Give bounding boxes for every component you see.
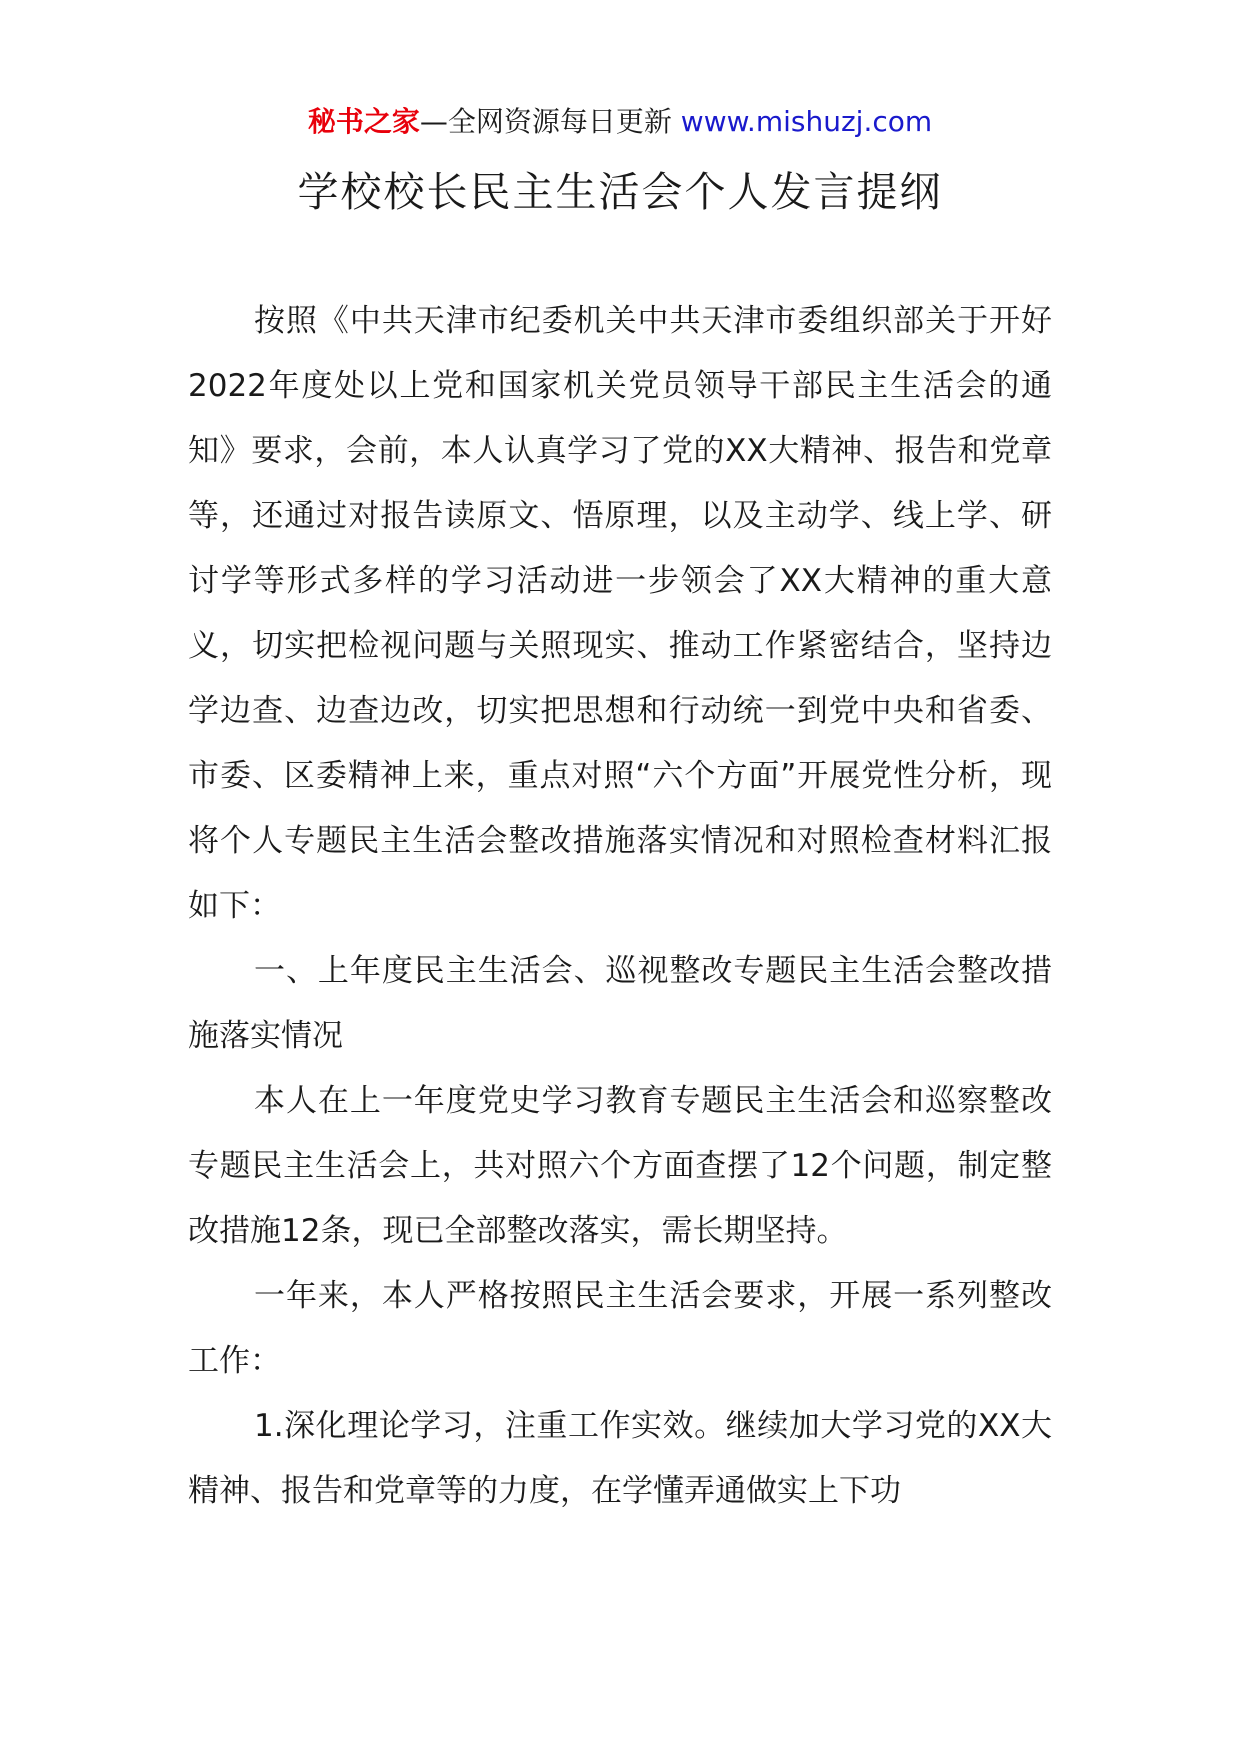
watermark-header (0, 102, 1240, 142)
header-tagline: —全网资源每日更新 (419, 105, 672, 138)
body-paragraph: 按照《中共天津市纪委机关中共天津市委组织部关于开好2022年度处以上党和国家机关党员领导干部民主生活会的通知》要求，会前，本人认真学习了党的XX大精神、报告和党章等，还通过对报告读原文、悟原理，以及主动学、线上学、研讨学等形式多样的学习活动进一步领会了XX大精神的重大意义，切实把检视问题与关照现实、推动工作紧密结合，坚持边学边查、边查边改，切实把思想和行动统一到党中央和省委、市委、区委精神上来，重点对照“六个方面”开展党性分析，现将个人专题民主生活会整改措施落实情况和对照检查材料汇报如下： (188, 303, 1052, 924)
body-paragraph: 1.深化理论学习，注重工作实效。继续加大学习党的XX大精神、报告和党章等的力度，在学懂弄通做实上下功 (188, 1408, 1052, 1509)
body-paragraph: 一年来，本人严格按照民主生活会要求，开展一系列整改工作： (188, 1278, 1052, 1379)
section-heading: 一、上年度民主生活会、巡视整改专题民主生活会整改措施落实情况 (188, 953, 1052, 1054)
site-url-link[interactable]: www.mishuzj.com (680, 105, 933, 138)
document-body (188, 289, 1052, 1524)
body-paragraph: 本人在上一年度党史学习教育专题民主生活会和巡察整改专题民主生活会上，共对照六个方面查摆了12个问题，制定整改措施12条，现已全部整改落实，需长期坚持。 (188, 1083, 1052, 1249)
brand-name: 秘书之家 (307, 105, 420, 138)
document-title: 学校校长民主生活会个人发言提纲 (297, 168, 943, 216)
